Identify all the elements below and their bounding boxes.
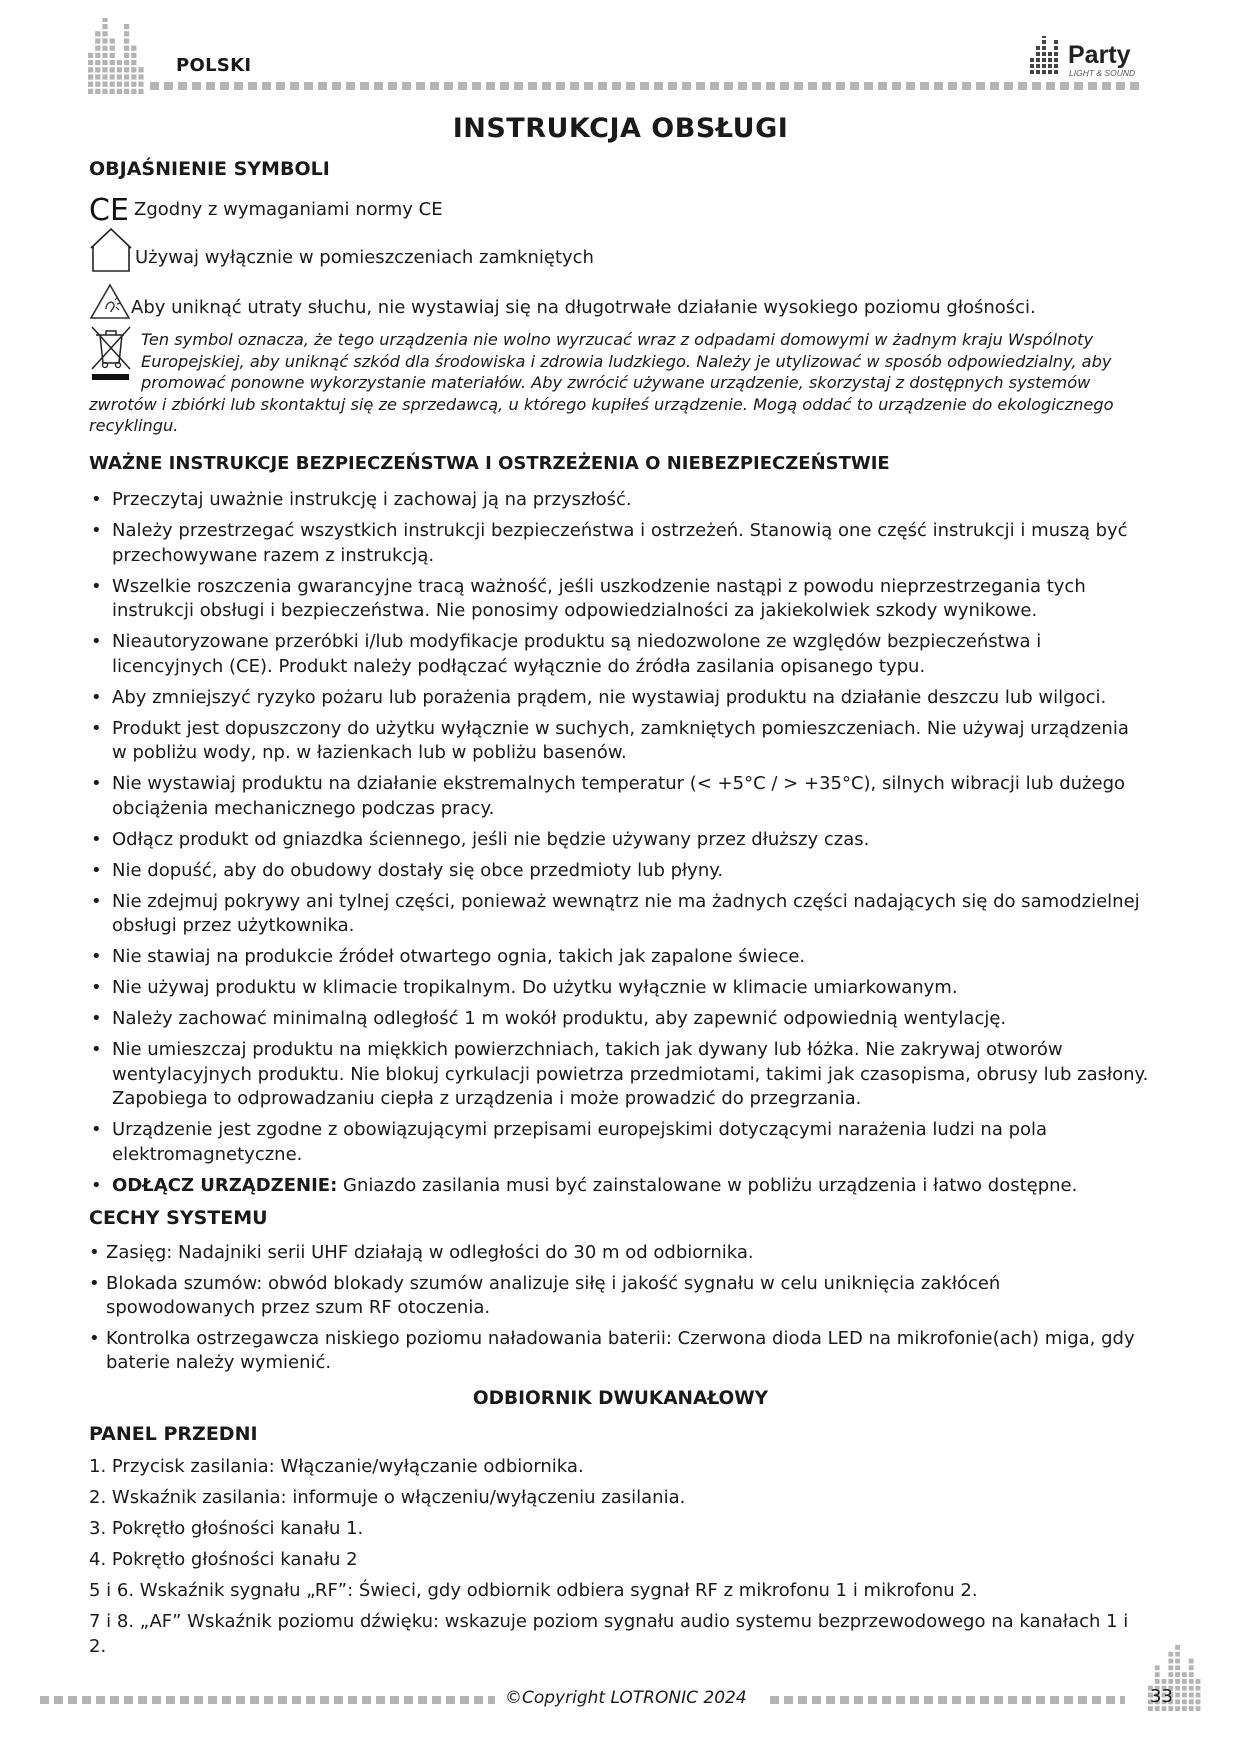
weee-line: Ten symbol oznacza, że tego urządzenia nie wolno wyrzucać wraz z odpadami domowymi w żadnym kraju Wspólnoty <box>141 330 1094 349</box>
list-item: • Produkt jest dopuszczony do użytku wyłącznie w suchych, zamkniętych pomieszczeniach. Nie używaj urządzenia w pobliżu wody, np. w łazienkach lub w pobliżu basenów. <box>89 717 1149 766</box>
features-list <box>89 1241 1149 1382</box>
list-item: • Nie stawiaj na produkcie źródeł otwartego ognia, takich jak zapalone świece. <box>89 945 1149 970</box>
list-item: • Wszelkie roszczenia gwarancyjne tracą ważność, jeśli uszkodzenie nastąpi z powodu nieprzestrzegania tych instrukcji obsługi i bezpieczeństwa. Nie ponosimy odpowiedzialności za jakiekolwiek szkody wynikowe. <box>89 575 1149 624</box>
symbol-indoor-text: Używaj wyłącznie w pomieszczeniach zamkniętych <box>135 246 594 268</box>
equalizer-logo-icon <box>88 18 148 96</box>
list-item: • Nie używaj produktu w klimacie tropikalnym. Do użytku wyłącznie w klimacie umiarkowanym. <box>89 976 1149 1001</box>
copyright: ©Copyright LOTRONIC 2024 <box>505 1688 747 1708</box>
list-item: • Odłącz produkt od gniazdka ściennego, jeśli nie będzie używany przez dłuższy czas. <box>89 828 1149 853</box>
list-item: • Blokada szumów: obwód blokady szumów analizuje siłę i jakość sygnału w celu uniknięcia zakłóceń spowodowanych przez szum RF otoczenia. <box>89 1272 1149 1321</box>
front-panel-list <box>89 1455 1149 1666</box>
list-item: • Nie umieszczaj produktu na miękkich powierzchniach, takich jak dywany lub łóżka. Nie zakrywaj otworów wentylacyjnych produktu. Nie blokuj cyrkulacji powietrza przedmiotami, takimi jak czasopisma, obrusy lub zasłony. Zapobiega to odprowadzaniu ciepła z urządzenia i może prowadzić do przegrzania. <box>89 1038 1149 1112</box>
list-item: • Nieautoryzowane przeróbki i/lub modyfikacje produktu są niedozwolone ze względów bezpieczeństwa i licencyjnych (CE). Produkt należy podłączać wyłącznie do źródła zasilania opisanego typu. <box>89 630 1149 679</box>
list-item: • Nie wystawiaj produktu na działanie ekstremalnych temperatur (< +5°C / > +35°C), silnych wibracji lub dużego obciążenia mechanicznego podczas pracy. <box>89 772 1149 821</box>
ce-mark-icon <box>89 193 133 225</box>
weee-line: Europejskiej, aby uniknąć szkód dla środowiska i zdrowia ludzkiego. Należy je utylizować w sposób odpowiedzialny, aby <box>141 351 1112 371</box>
list-item-disconnect <box>89 1174 1149 1199</box>
safety-heading: WAŻNE INSTRUKCJE BEZPIECZEŃSTWA I OSTRZEŻENIA O NIEBEZPIECZEŃSTWIE <box>89 453 890 474</box>
list-item: 2. Wskaźnik zasilania: informuje o włączeniu/wyłączeniu zasilania. <box>89 1487 686 1508</box>
symbol-ce-text: Zgodny z wymaganiami normy CE <box>134 198 443 220</box>
features-heading: CECHY SYSTEMU <box>89 1207 268 1229</box>
weee-description <box>89 329 1154 437</box>
list-item: 7 i 8. „AF” Wskaźnik poziomu dźwięku: wskazuje poziom sygnału audio systemu bezprzewodowego na kanałach 1 i 2. <box>89 1611 1129 1657</box>
list-item: • Aby zmniejszyć ryzyko pożaru lub porażenia prądem, nie wystawiaj produktu na działanie deszczu lub wilgoci. <box>89 686 1149 711</box>
list-item: • Należy zachować minimalną odległość 1 m wokół produktu, aby zapewnić odpowiednią wentylację. <box>89 1007 1149 1032</box>
disconnect-text: Gniazdo zasilania musi być zainstalowane w pobliżu urządzenia i łatwo dostępne. <box>343 1174 1078 1196</box>
list-item: 5 i 6. Wskaźnik sygnału „RF”: Świeci, gdy odbiornik odbiera sygnał RF z mikrofonu 1 i mikrofonu 2. <box>89 1580 978 1601</box>
hearing-warning-icon <box>89 283 131 321</box>
house-icon <box>89 226 133 274</box>
symbols-heading: OBJAŚNIENIE SYMBOLI <box>89 158 330 180</box>
front-panel-heading: PANEL PRZEDNI <box>89 1423 258 1445</box>
symbol-hearing-text: Aby uniknąć utraty słuchu, nie wystawiaj się na długotrwałe działanie wysokiego poziomu głośności. <box>131 296 1036 318</box>
safety-list <box>89 488 1149 1205</box>
page-number: 33 <box>1150 1686 1173 1707</box>
symbol-row-indoor <box>89 226 594 274</box>
brand-name: Party <box>1068 41 1131 69</box>
list-item: • Kontrolka ostrzegawcza niskiego poziomu naładowania baterii: Czerwona dioda LED na mikrofonie(ach) miga, gdy baterie należy wymienić. <box>89 1327 1149 1376</box>
list-item: • Należy przestrzegać wszystkich instrukcji bezpieczeństwa i ostrzeżeń. Stanowią one część instrukcji i muszą być przechowywane razem z instrukcją. <box>89 519 1149 568</box>
svg-text:CE: CE <box>89 193 129 225</box>
list-item: • Urządzenie jest zgodne z obowiązującymi przepisami europejskimi dotyczącymi narażenia ludzi na pola elektromagnetyczne. <box>89 1118 1149 1167</box>
list-item: • Nie zdejmuj pokrywy ani tylnej części, ponieważ wewnątrz nie ma żadnych części nadających się do samodzielnej obsługi przez użytkownika. <box>89 890 1149 939</box>
party-brand-logo <box>1030 36 1150 80</box>
weee-line: zwrotów i zbiórki lub skontaktuj się ze sprzedawcą, u którego kupiłeś urządzenie. Mogą oddać to urządzenie do ekologicznego <box>89 394 1114 414</box>
disconnect-label: ODŁĄCZ URZĄDZENIE: <box>112 1174 338 1196</box>
list-item: • Zasięg: Nadajniki serii UHF działają w odległości do 30 m od odbiornika. <box>89 1241 1149 1266</box>
language-label: POLSKI <box>176 55 252 76</box>
list-item: 1. Przycisk zasilania: Włączanie/wyłączanie odbiornika. <box>89 1456 584 1477</box>
footer-divider-left <box>40 1696 495 1704</box>
header-divider <box>150 82 1140 90</box>
list-item: 3. Pokrętło głośności kanału 1. <box>89 1518 364 1539</box>
brand-tagline: LIGHT & SOUND <box>1069 68 1136 78</box>
symbol-row-hearing <box>89 283 1036 321</box>
list-item: • Nie dopuść, aby do obudowy dostały się obce przedmioty lub płyny. <box>89 859 1149 884</box>
page-title: INSTRUKCJA OBSŁUGI <box>452 113 789 144</box>
receiver-heading: ODBIORNIK DWUKANAŁOWY <box>472 1388 769 1409</box>
weee-line: promować ponowne wykorzystanie materiałów. Aby zwrócić używane urządzenie, skorzystaj z dostępnych systemów <box>141 373 1091 393</box>
weee-line: recyklingu. <box>89 416 179 436</box>
footer-divider-right <box>770 1696 1125 1704</box>
symbol-row-ce <box>89 193 443 225</box>
list-item: • Przeczytaj uważnie instrukcję i zachowaj ją na przyszłość. <box>89 488 1149 513</box>
list-item: 4. Pokrętło głośności kanału 2 <box>89 1549 358 1570</box>
